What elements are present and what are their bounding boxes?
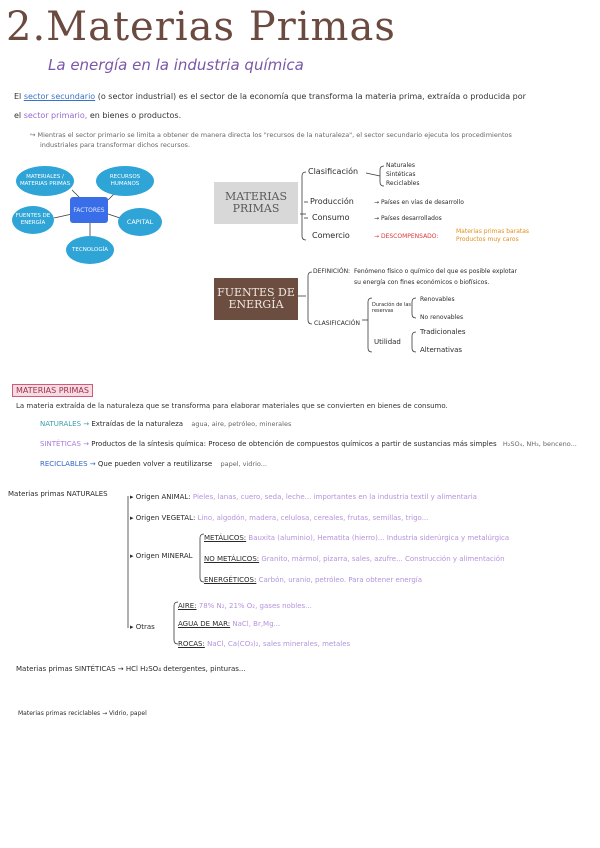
- rocas-row: ROCAS: NaCl, Ca(CO₃)₂, sales minerales, metales: [178, 640, 351, 648]
- no-renovables-label: No renovables: [420, 314, 464, 321]
- class-item-sinteticas: Sintéticas: [386, 171, 416, 178]
- materias-definition: La materia extraída de la naturaleza que se transforma para elaborar materiales que se convierten en bienes de consumo.: [16, 402, 448, 410]
- alternativas-label: Alternativas: [420, 346, 463, 354]
- aire-row: AIRE: 78% N₂, 21% O₂, gases nobles...: [178, 602, 312, 610]
- intro-note-line-1: ↪ Mientras el sector primario se limita a obtener de manera directa los "recursos de la naturaleza", el sector secundario ejecuta los procedimientos: [30, 131, 512, 139]
- factor-fuentes-bubble: FUENTES DE ENERGÍA: [12, 206, 54, 234]
- triangle-bullet-icon: ▸: [130, 514, 136, 522]
- naturales-row: NATURALES → Extraídas de la naturaleza agua, aire, petróleo, minerales: [40, 420, 292, 428]
- produccion-detail: → Países en vías de desarrollo: [374, 199, 464, 206]
- arrow-right-icon: →: [374, 199, 381, 206]
- comercio-tag: → DESCOMPENSADO:: [374, 233, 439, 240]
- factor-center-box: FACTORES: [70, 197, 108, 223]
- clasificacion-fuentes-tag: CLASIFICACIÓN: [314, 320, 360, 327]
- duracion-label: Duración de las reservas: [372, 302, 411, 314]
- page-subtitle: La energía en la industria química: [48, 56, 304, 74]
- arrow-right-icon: →: [83, 420, 92, 428]
- class-item-reciclables: Reciclables: [386, 180, 420, 187]
- fuentes-energia-box: FUENTES DE ENERGÍA: [214, 278, 298, 320]
- factor-capital-bubble: CAPITAL: [118, 208, 162, 236]
- definicion-line-1: Fenómeno físico o químico del que es posible explotar: [354, 268, 518, 275]
- produccion-label: Producción: [310, 197, 354, 206]
- arrow-right-icon: →: [374, 233, 381, 240]
- sinteticas-row: SINTÉTICAS → Productos de la síntesis química: Proceso de obtención de compuestos químicos a partir de sustancias más simples H₂SO₄, NH₃, benceno...: [40, 440, 577, 448]
- term-sector-secundario: sector secundario: [23, 92, 96, 101]
- term-sector-primario: sector primario,: [23, 111, 88, 120]
- definicion-line-2: su energía con fines económicos o biofísicos.: [354, 279, 490, 286]
- tradicionales-label: Tradicionales: [420, 328, 466, 336]
- reciclables-row: RECICLABLES → Que pueden volver a reutilizarse papel, vidrio...: [40, 460, 267, 468]
- intro-line-1: El sector secundario (o sector industrial) es el sector de la economía que transforma la materia prima, extraída o producida por: [14, 92, 526, 101]
- origen-animal-row: ▸ Origen ANIMAL: Pieles, lanas, cuero, seda, leche... importantes en la industria textil y alimentaria: [130, 493, 477, 501]
- naturales-tree-root: Materias primas NATURALES: [8, 490, 108, 498]
- comercio-detail-1: Materias primas baratas: [456, 228, 530, 235]
- materias-primas-badge: MATERIAS PRIMAS: [12, 384, 93, 397]
- origen-vegetal-row: ▸ Origen VEGETAL: Lino, algodón, madera, celulosa, cereales, frutas, semillas, trigo...: [130, 514, 429, 522]
- consumo-detail: → Países desarrollados: [374, 215, 442, 222]
- definicion-tag: DEFINICIÓN:: [313, 268, 351, 275]
- materias-primas-box: MATERIAS PRIMAS: [214, 182, 298, 224]
- triangle-bullet-icon: ▸: [130, 623, 136, 631]
- factor-tecnologia-bubble: TECNOLOGÍA: [66, 236, 114, 264]
- reciclables-line: Materias primas reciclables → Vidrio, papel: [18, 710, 147, 717]
- comercio-label: Comercio: [312, 231, 350, 240]
- comercio-detail-2: Productos muy caros: [456, 236, 519, 243]
- triangle-bullet-icon: ▸: [130, 493, 136, 501]
- class-item-naturales: Naturales: [386, 162, 415, 169]
- metalicos-row: METÁLICOS: Bauxita (aluminio), Hematita (hierro)... Industria siderúrgica y metalúrgica: [204, 534, 510, 542]
- arrow-icon: ↪: [30, 131, 38, 139]
- arrow-right-icon: →: [117, 665, 126, 673]
- otras-row: ▸ Otras: [130, 623, 155, 631]
- arrow-right-icon: →: [89, 460, 98, 468]
- arrow-right-icon: →: [374, 215, 381, 222]
- no-metalicos-row: NO METÁLICOS: Granito, mármol, pizarra, sales, azufre... Construcción y alimentación: [204, 555, 505, 563]
- utilidad-label: Utilidad: [374, 338, 401, 346]
- origen-mineral-row: ▸ Origen MINERAL: [130, 552, 193, 560]
- agua-row: AGUA DE MAR: NaCl, Br,Mg...: [178, 620, 281, 628]
- consumo-label: Consumo: [312, 213, 350, 222]
- page-title: 2.Materias Primas: [6, 4, 396, 50]
- clasificacion-label: Clasificación: [308, 167, 359, 176]
- arrow-right-icon: →: [83, 440, 92, 448]
- intro-note-line-2: industriales para transformar dichos recursos.: [40, 141, 191, 149]
- sinteticas-line: Materias primas SINTÉTICAS → HCl H₂SO₄ detergentes, pinturas...: [16, 665, 246, 673]
- intro-line-2: el sector primario, en bienes o productos.: [14, 111, 182, 120]
- triangle-bullet-icon: ▸: [130, 552, 136, 560]
- factor-recursos-bubble: RECURSOS HUMANOS: [96, 166, 154, 196]
- factor-materias-bubble: MATERIALES / MATERIAS PRIMAS: [16, 166, 74, 196]
- arrow-right-icon: →: [102, 710, 110, 717]
- energeticos-row: ENERGÉTICOS: Carbón, uranio, petróleo. Para obtener energía: [204, 576, 423, 584]
- renovables-label: Renovables: [420, 296, 455, 303]
